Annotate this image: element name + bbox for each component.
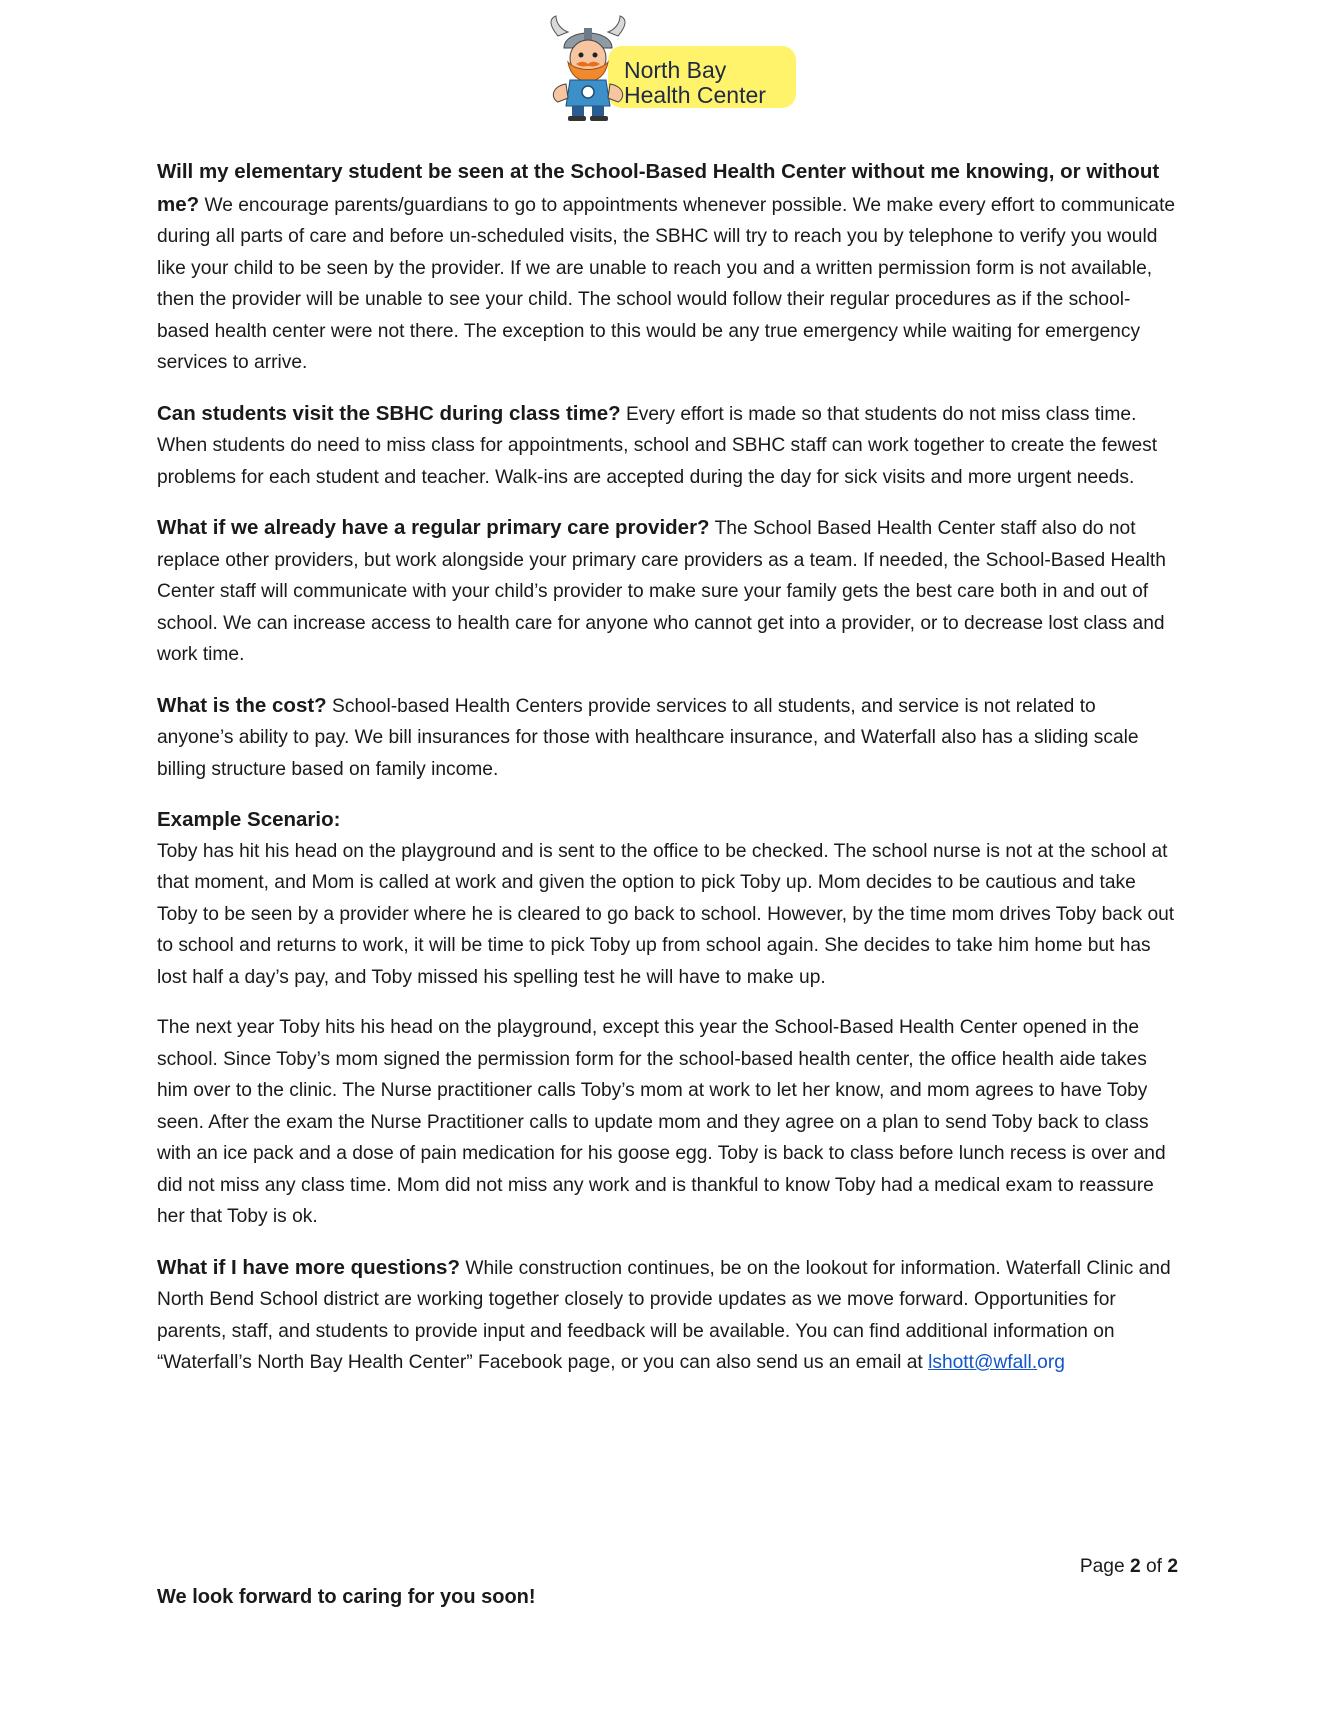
answer-text: The School Based Health Center staff also do not replace other providers, but work alongside your primary care providers as a team. If needed, the School-Based Health Center staff will communicate with your child’s provider to make sure your family gets the best care both in and out of school. We can increase access to health care for anyone who cannot get into a provider, or to decrease lost class and work time.	[157, 518, 1166, 665]
example-scenario-paragraph-1	[157, 804, 1177, 993]
closing-statement: We look forward to caring for you soon!	[157, 1586, 536, 1608]
scenario-text-1: Toby has hit his head on the playground and is sent to the office to be checked. The school nurse is not at the school at that moment, and Mom is called at work and given the option to pick Toby up. Mom decides to be cautious and take Toby to be seen by a provider where he is cleared to go back to school. However, by the time mom drives Toby back out to school and returns to work, it will be time to pick Toby up from school again. She decides to take him home but has lost half a day’s pay, and Toby missed his spelling test he will have to make up.	[157, 840, 1175, 988]
example-scenario-paragraph-2	[157, 1012, 1177, 1233]
question-heading: Will my elementary student be seen at the School-Based Health Center without me knowing, or without me?	[157, 160, 1160, 216]
answer-text: We encourage parents/guardians to go to appointments whenever possible. We make every effort to communicate during all parts of care and before un-scheduled visits, the SBHC will try to reach you by telephone to verify you would like your child to be seen by the provider. If we are unable to reach you and a written permission form is not available, then the provider will be unable to see your child. The school would follow their regular procedures as if the school-based health center were not there. The exception to this would be any true emergency while waiting for emergency services to arrive.	[157, 194, 1176, 373]
faq-cost	[157, 690, 1177, 786]
answer-text: Every effort is made so that students do not miss class time. When students do need to miss class for appointments, school and SBHC staff can work together to create the fewest problems for each student and teacher. Walk-ins are accepted during the day for sick visits and more urgent needs.	[157, 403, 1158, 488]
answer-text: School-based Health Centers provide services to all students, and service is not related to anyone’s ability to pay. We bill insurances for those with healthcare insurance, and Waterfall also has a sliding scale billing structure based on family income.	[157, 695, 1139, 780]
scenario-text-2: The next year Toby hits his head on the playground, except this year the School-Based Health Center opened in the school. Since Toby’s mom signed the permission form for the school-based health center, the office health aide takes him over to the clinic. The Nurse practitioner calls Toby’s mom at work to let her know, and mom agrees to have Toby seen. After the exam the Nurse Practitioner calls to update mom and they agree on a plan to send Toby back to class with an ice pack and a dose of pain medication for his goose egg. Toby is back to class before lunch recess is over and did not miss any class time. Mom did not miss any work and is thankful to know Toby had a medical exam to reassure her that Toby is ok.	[157, 1017, 1166, 1227]
faq-primary-care-provider	[157, 512, 1177, 671]
page-number-prefix: Page	[1079, 1556, 1130, 1577]
question-heading: Can students visit the SBHC during class time?	[157, 401, 621, 425]
scenario-heading: Example Scenario:	[157, 808, 341, 831]
document-body	[157, 156, 1177, 1379]
answer-text: While construction continues, be on the lookout for information. Waterfall Clinic and North Bend School district are working together closely to provide updates as we move forward. Opportunities for parents, staff, and students to provide input and feedback will be available. You can find additional information on “Waterfall’s North Bay Health Center” Facebook page, or you can also send us an email at	[157, 1257, 1171, 1373]
page-number	[1080, 1556, 1178, 1578]
logo-line-2: Health Center	[624, 82, 766, 108]
logo-line-1: North Bay	[624, 57, 727, 83]
faq-more-questions	[157, 1252, 1177, 1379]
page-number-current: 2	[1129, 1556, 1141, 1577]
email-link[interactable]: lshott@wfall.	[928, 1352, 1038, 1373]
page-number-total: 2	[1167, 1556, 1178, 1577]
page-number-mid: of	[1140, 1556, 1168, 1577]
faq-class-time	[157, 398, 1177, 494]
question-heading: What if I have more questions?	[157, 1255, 460, 1279]
logo-wordmark	[624, 58, 796, 108]
question-heading: What is the cost?	[157, 693, 327, 717]
email-link-tail: org	[1037, 1352, 1065, 1373]
question-heading: What if we already have a regular primary care provider?	[157, 516, 710, 539]
faq-elementary-student	[157, 156, 1177, 379]
